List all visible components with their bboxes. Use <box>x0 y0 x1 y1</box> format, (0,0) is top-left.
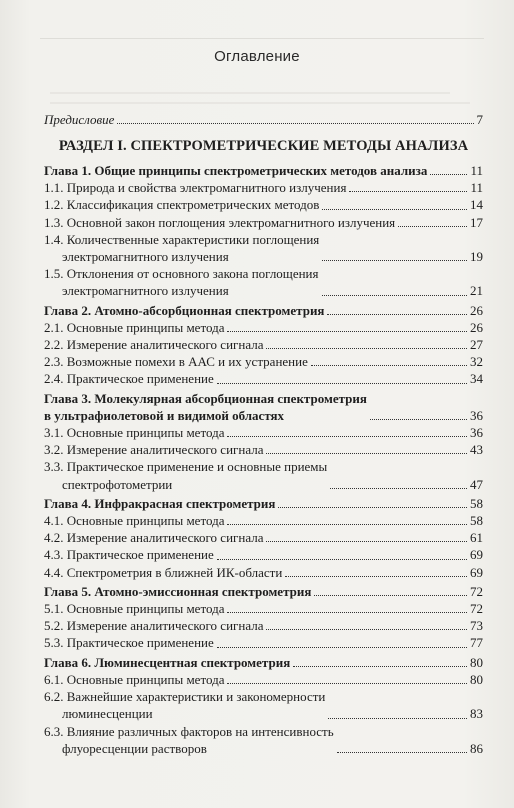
toc-section-entry <box>44 231 483 265</box>
toc-entry-page: 32 <box>470 354 483 370</box>
toc-entry-title <box>44 617 263 634</box>
dot-leader <box>227 436 467 437</box>
toc-entry-title-continuation: электромагнитного излучения <box>62 283 229 299</box>
toc-entry-title-line: 4.3. Практическое применение <box>44 547 214 563</box>
dot-leader <box>311 365 467 366</box>
toc-section-entry <box>44 688 483 722</box>
table-of-contents <box>44 162 483 757</box>
dot-leader <box>349 191 467 192</box>
toc-entry-page: 77 <box>470 635 483 651</box>
toc-entry-title-line: Глава 2. Атомно-абсорбционная спектрометрия <box>44 302 325 318</box>
part-title: РАЗДЕЛ I. СПЕКТРОМЕТРИЧЕСКИЕ МЕТОДЫ АНАЛИЗА <box>58 138 469 154</box>
dot-leader <box>227 331 467 332</box>
dot-leader <box>266 629 467 630</box>
toc-entry-title-line: 1.4. Количественные характеристики поглощения <box>44 231 320 247</box>
toc-entry-title: Предисловие <box>44 112 115 127</box>
dot-leader <box>227 683 467 684</box>
toc-entry-page: 43 <box>470 442 483 458</box>
toc-entry-page: 61 <box>470 530 483 546</box>
toc-section-entry <box>44 723 483 757</box>
toc-entry-page: 72 <box>470 601 483 617</box>
toc-entry-title-line: 5.3. Практическое применение <box>44 635 214 651</box>
dot-leader <box>430 174 467 175</box>
toc-section-entry <box>44 424 483 441</box>
toc-entry-page: 36 <box>470 425 483 441</box>
dot-leader <box>266 541 467 542</box>
toc-entry-title-line: 4.1. Основные принципы метода <box>44 513 225 529</box>
toc-chapter-entry <box>44 654 483 671</box>
toc-entry-title-line: 2.3. Возможные помехи в ААС и их устранение <box>44 354 308 370</box>
dot-leader <box>117 123 473 124</box>
toc-entry-title <box>44 529 263 546</box>
toc-entry-title-line: 3.2. Измерение аналитического сигнала <box>44 442 264 458</box>
toc-entry-page: 72 <box>470 583 483 599</box>
toc-entry-page: 11 <box>470 180 483 196</box>
toc-entry-title-line: 4.2. Измерение аналитического сигнала <box>44 530 264 546</box>
toc-entry-page: 11 <box>470 163 483 178</box>
toc-entry-title-line: 5.1. Основные принципы метода <box>44 601 225 617</box>
toc-entry-page: 83 <box>470 706 483 722</box>
toc-preface-entry <box>44 112 483 128</box>
dot-leader <box>322 209 467 210</box>
toc-section-entry <box>44 458 483 492</box>
toc-entry-title-line: 6.3. Влияние различных факторов на интенсивность <box>44 723 334 739</box>
toc-entry-title-line: 2.4. Практическое применение <box>44 371 214 387</box>
toc-section-entry <box>44 671 483 688</box>
toc-entry-title <box>44 214 395 231</box>
toc-entry-title <box>44 390 367 424</box>
dot-leader <box>285 576 467 577</box>
dot-leader <box>322 260 467 261</box>
dot-leader <box>370 419 467 420</box>
toc-entry-title <box>44 353 308 370</box>
toc-chapter-entry <box>44 302 483 319</box>
toc-entry-page: 36 <box>470 407 483 423</box>
toc-section-entry <box>44 196 483 213</box>
bleed-through-line <box>50 92 450 94</box>
toc-section-entry <box>44 319 483 336</box>
toc-section-entry <box>44 214 483 231</box>
toc-section-entry <box>44 353 483 370</box>
toc-entry-title <box>44 495 275 512</box>
toc-entry-page: 26 <box>470 319 483 335</box>
toc-entry-title-line: 2.2. Измерение аналитического сигнала <box>44 337 264 353</box>
toc-entry-page: 58 <box>470 495 483 511</box>
toc-section-entry <box>44 512 483 529</box>
toc-section-entry <box>44 179 483 196</box>
toc-entry-title <box>44 302 324 319</box>
toc-section-entry <box>44 634 483 651</box>
toc-entry-page: 86 <box>470 740 483 756</box>
dot-leader <box>266 348 467 349</box>
toc-entry-title <box>44 723 334 757</box>
toc-entry-title <box>44 370 214 387</box>
toc-entry-title-line: 1.3. Основной закон поглощения электромагнитного излучения <box>44 214 396 230</box>
toc-entry-title-continuation: люминесценции <box>62 706 153 722</box>
toc-entry-title <box>44 546 214 563</box>
toc-entry-title <box>44 179 346 196</box>
toc-entry-title <box>44 671 224 688</box>
toc-entry-title <box>44 424 224 441</box>
toc-entry-page: 58 <box>470 513 483 529</box>
toc-entry-page: 80 <box>470 654 483 670</box>
dot-leader <box>217 559 467 560</box>
toc-entry-title-continuation: в ультрафиолетовой и видимой областях <box>44 407 285 423</box>
toc-entry-title-line: Глава 6. Люминесцентная спектрометрия <box>44 654 291 670</box>
toc-entry-title <box>44 512 224 529</box>
dot-leader <box>398 226 467 227</box>
toc-entry-title <box>44 564 282 581</box>
toc-entry-title <box>44 688 325 722</box>
toc-entry-title <box>44 441 263 458</box>
dot-leader <box>217 647 467 648</box>
dot-leader <box>227 524 467 525</box>
toc-entry-title-line: Глава 4. Инфракрасная спектрометрия <box>44 495 276 511</box>
toc-entry-title-line: 3.3. Практическое применение и основные приемы <box>44 459 328 475</box>
toc-entry-title <box>44 162 427 179</box>
dot-leader <box>293 666 467 667</box>
toc-entry-page: 69 <box>470 564 483 580</box>
toc-chapter-entry <box>44 583 483 600</box>
toc-section-entry <box>44 529 483 546</box>
toc-entry-title <box>44 458 327 492</box>
toc-section-entry <box>44 546 483 563</box>
dot-leader <box>330 488 467 489</box>
toc-entry-page: 17 <box>470 214 483 230</box>
dot-leader <box>322 295 468 296</box>
toc-entry-title <box>44 196 319 213</box>
toc-entry-page: 14 <box>470 197 483 213</box>
bleed-through-line <box>50 102 470 104</box>
toc-entry-title-line: 6.1. Основные принципы метода <box>44 671 225 687</box>
toc-entry-title <box>44 336 263 353</box>
toc-chapter-entry <box>44 495 483 512</box>
toc-entry-title-line: 3.1. Основные принципы метода <box>44 425 225 441</box>
dot-leader <box>278 507 467 508</box>
toc-section-entry <box>44 617 483 634</box>
toc-entry-title-line: Глава 1. Общие принципы спектрометрических методов анализа <box>44 163 428 178</box>
toc-entry-page: 19 <box>470 249 483 265</box>
toc-entry-title <box>44 319 224 336</box>
toc-entry-title-line: 1.2. Классификация спектрометрических методов <box>44 197 320 213</box>
toc-entry-title-line: Глава 5. Атомно-эмиссионная спектрометрия <box>44 583 312 599</box>
toc-entry-title-line: 1.5. Отклонения от основного закона поглощения <box>44 266 319 282</box>
dot-leader <box>327 314 467 315</box>
toc-entry-page: 47 <box>470 476 483 492</box>
toc-entry-title-line: 1.1. Природа и свойства электромагнитного излучения <box>44 180 347 196</box>
toc-section-entry <box>44 370 483 387</box>
toc-entry-title <box>44 583 311 600</box>
toc-entry-title-line: 5.2. Измерение аналитического сигнала <box>44 618 264 634</box>
page-title: Оглавление <box>214 48 300 65</box>
toc-entry-page: 26 <box>470 302 483 318</box>
toc-entry-title <box>44 654 290 671</box>
toc-entry-page: 80 <box>470 671 483 687</box>
toc-entry-title-continuation: флуоресценции растворов <box>62 740 207 756</box>
toc-entry-title <box>44 600 224 617</box>
dot-leader <box>337 752 467 753</box>
toc-entry-page: 69 <box>470 547 483 563</box>
toc-entry-title-continuation: электромагнитного излучения <box>62 249 229 265</box>
toc-section-entry <box>44 336 483 353</box>
toc-entry-title-line: 6.2. Важнейшие характеристики и закономерности <box>44 689 326 705</box>
toc-section-entry <box>44 441 483 458</box>
toc-entry-page: 73 <box>470 618 483 634</box>
toc-entry-title-continuation: спектрофотометрии <box>62 476 173 492</box>
toc-section-entry <box>44 564 483 581</box>
dot-leader <box>217 383 467 384</box>
dot-leader <box>328 718 467 719</box>
toc-entry-title-line: 2.1. Основные принципы метода <box>44 319 225 335</box>
dot-leader <box>227 612 467 613</box>
toc-chapter-entry <box>44 162 483 179</box>
toc-entry-page: 7 <box>476 112 483 127</box>
toc-entry-title-line: 4.4. Спектрометрия в ближней ИК-области <box>44 564 283 580</box>
bleed-through-line <box>40 38 484 42</box>
dot-leader <box>266 453 467 454</box>
toc-entry-page: 34 <box>470 371 483 387</box>
dot-leader <box>314 595 467 596</box>
toc-entry-title <box>44 231 319 265</box>
toc-chapter-entry <box>44 390 483 424</box>
toc-entry-title <box>44 634 214 651</box>
toc-entry-page: 21 <box>470 283 483 299</box>
toc-entry-title-line: Глава 3. Молекулярная абсорбционная спектрометрия <box>44 390 367 406</box>
toc-entry-page: 27 <box>470 337 483 353</box>
toc-section-entry <box>44 265 483 299</box>
toc-entry-title <box>44 265 319 299</box>
toc-section-entry <box>44 600 483 617</box>
